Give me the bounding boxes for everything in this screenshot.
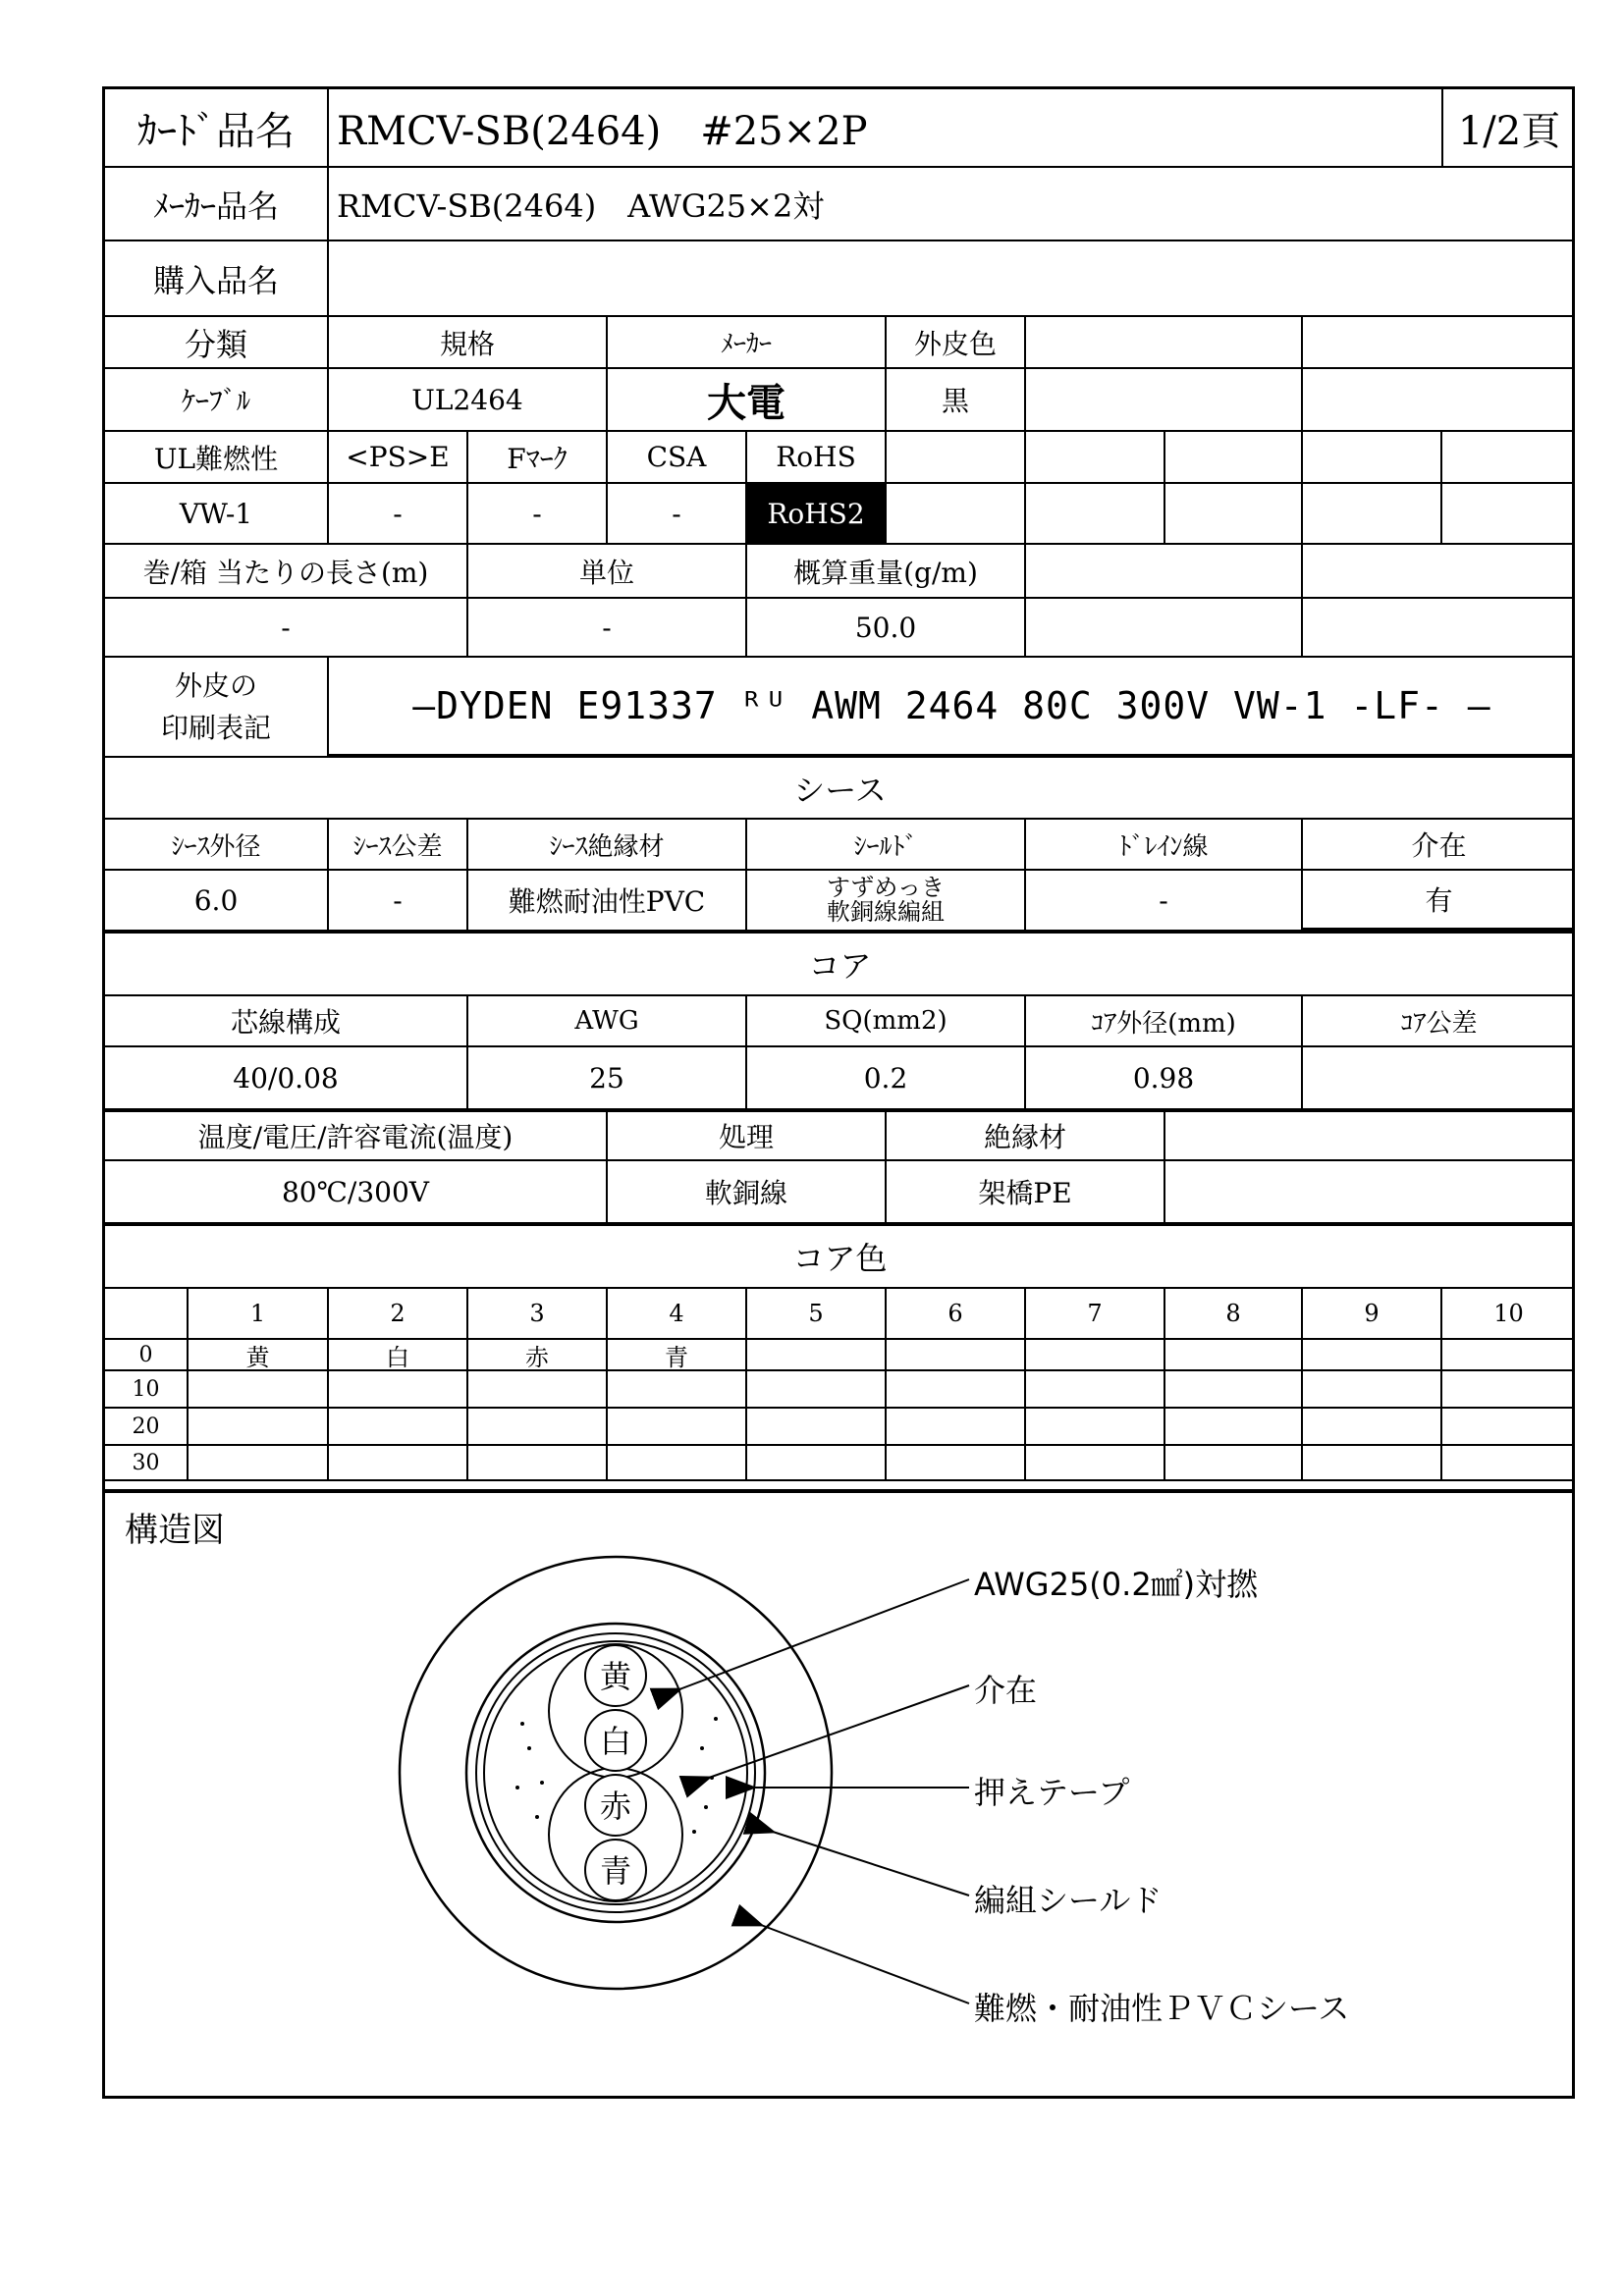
core-od-header: ｺｱ外径(mm) (1026, 996, 1303, 1047)
grid-cell (329, 1446, 468, 1481)
blank-cell (1303, 317, 1575, 369)
grid-column-header: 8 (1165, 1289, 1303, 1340)
sheath-color-value: 黒 (887, 369, 1026, 432)
callout-leader (761, 1925, 969, 2003)
grid-cell (747, 1371, 887, 1409)
ul-flame-value: VW-1 (105, 484, 329, 545)
blank-cell (1026, 432, 1165, 484)
core-color-title: コア色 (105, 1224, 1575, 1289)
classification-value: ｹｰﾌﾞﾙ (105, 369, 329, 432)
maker-value: 大電 (608, 369, 887, 432)
unit-value: - (468, 599, 747, 658)
blank-cell (1026, 545, 1303, 599)
unit-header: 単位 (468, 545, 747, 599)
rohs-header: RoHS (747, 432, 887, 484)
grid-cell (1303, 1446, 1442, 1481)
grid-cell (1303, 1371, 1442, 1409)
shield-header: ｼｰﾙﾄﾞ (747, 820, 1026, 871)
drain-wire-value: - (1026, 871, 1303, 932)
callout-binding-tape: 押えテープ (974, 1774, 1130, 1811)
pse-value: - (329, 484, 468, 545)
awg-header: AWG (468, 996, 747, 1047)
standard-value: UL2464 (329, 369, 608, 432)
grid-cell (1026, 1340, 1165, 1371)
grid-cell (468, 1409, 608, 1446)
sq-header: SQ(mm2) (747, 996, 1026, 1047)
sq-value: 0.2 (747, 1047, 1026, 1110)
grid-column-header: 4 (608, 1289, 747, 1340)
purchase-name-value (329, 241, 1575, 317)
core-label: 白 (599, 1723, 632, 1760)
sheath-outline (400, 1557, 832, 1989)
blank-cell (1442, 484, 1575, 545)
core-tolerance-value (1303, 1047, 1575, 1110)
insulation-header: 絶縁材 (887, 1110, 1165, 1161)
length-per-reel-header: 巻/箱 当たりの長さ(m) (105, 545, 468, 599)
callout-leader (679, 1579, 969, 1689)
blank-cell (1303, 599, 1575, 658)
blank-cell (1026, 369, 1303, 432)
blank-cell (1026, 484, 1165, 545)
blank-cell (1442, 432, 1575, 484)
structure-diagram (105, 1489, 1575, 2100)
grid-cell (747, 1446, 887, 1481)
page-number: 1/2頁 (1443, 89, 1575, 168)
grid-cell (1026, 1409, 1165, 1446)
purchase-name-label: 購入品名 (105, 241, 329, 317)
grid-column-header: 10 (1442, 1289, 1575, 1340)
grid-column-header: 1 (189, 1289, 329, 1340)
blank-cell (887, 432, 1026, 484)
grid-column-header: 2 (329, 1289, 468, 1340)
grid-cell (189, 1371, 329, 1409)
core-label: 赤 (599, 1788, 632, 1825)
f-mark-value: - (468, 484, 608, 545)
grid-cell (189, 1446, 329, 1481)
grid-row-label: 30 (105, 1446, 189, 1481)
printing-label-line1: 外皮の (174, 668, 257, 702)
sheath-tolerance-header: ｼｰｽ公差 (329, 820, 468, 871)
filler-header: 介在 (1303, 820, 1575, 871)
grid-column-header: 7 (1026, 1289, 1165, 1340)
printing-label-line2: 印刷表記 (160, 712, 271, 744)
core-tolerance-header: ｺｱ公差 (1303, 996, 1575, 1047)
card-name-value: RMCV-SB(2464) #25×2P (329, 89, 1443, 168)
grid-cell (887, 1446, 1026, 1481)
grid-cell: 赤 (468, 1340, 608, 1371)
grid-column-header: 5 (747, 1289, 887, 1340)
callout-pair-twist: AWG25(0.2㎟)対撚 (974, 1566, 1259, 1603)
grid-cell (1442, 1446, 1575, 1481)
awg-value: 25 (468, 1047, 747, 1110)
classification-header: 分類 (105, 317, 329, 369)
callout-pvc-sheath: 難燃・耐油性ＰＶＣシース (974, 1990, 1350, 2027)
treatment-header: 処理 (608, 1110, 887, 1161)
spec-sheet (102, 86, 1575, 2099)
grid-cell (1442, 1371, 1575, 1409)
shield-value-line2: 軟銅線編組 (827, 898, 945, 926)
sheath-insulation-value: 難燃耐油性PVC (468, 871, 747, 932)
printing-text: —DYDEN E91337 ᴿᵁ AWM 2464 80C 300V VW-1 -LF- — (329, 658, 1575, 758)
grid-cell (1165, 1371, 1303, 1409)
grid-cell: 黄 (189, 1340, 329, 1371)
grid-column-header: 9 (1303, 1289, 1442, 1340)
grid-cell (747, 1409, 887, 1446)
grid-cell (329, 1371, 468, 1409)
blank-cell (1303, 484, 1442, 545)
rohs-value: RoHS2 (747, 484, 887, 545)
blank-cell (1026, 317, 1303, 369)
grid-cell (887, 1340, 1026, 1371)
csa-value: - (608, 484, 747, 545)
callout-braid-shield: 編組シールド (974, 1882, 1163, 1919)
grid-cell (608, 1371, 747, 1409)
core-od-value: 0.98 (1026, 1047, 1303, 1110)
cable-cross-section (105, 1493, 1575, 2100)
weight-header: 概算重量(g/m) (747, 545, 1026, 599)
grid-cell (887, 1371, 1026, 1409)
maker-header: ﾒｰｶｰ (608, 317, 887, 369)
grid-cell (1442, 1340, 1575, 1371)
rating-value: 80℃/300V (105, 1161, 608, 1224)
grid-cell (1165, 1409, 1303, 1446)
shield-value (747, 871, 1026, 932)
strand-construction-value: 40/0.08 (105, 1047, 468, 1110)
printing-label (105, 658, 329, 758)
grid-row-label: 20 (105, 1409, 189, 1446)
rating-header: 温度/電圧/許容電流(温度) (105, 1110, 608, 1161)
grid-cell (468, 1446, 608, 1481)
grid-cell (1303, 1409, 1442, 1446)
pse-header: <PS>E (329, 432, 468, 484)
card-name-label: ｶｰﾄﾞ品名 (105, 89, 329, 168)
treatment-value: 軟銅線 (608, 1161, 887, 1224)
blank-cell (1026, 599, 1303, 658)
callout-leader (773, 1832, 969, 1896)
grid-cell (1165, 1446, 1303, 1481)
grid-cell (1165, 1340, 1303, 1371)
grid-cell (1026, 1446, 1165, 1481)
grid-column-header: 6 (887, 1289, 1026, 1340)
sheath-insulation-header: ｼｰｽ絶縁材 (468, 820, 747, 871)
grid-cell (608, 1409, 747, 1446)
grid-corner (105, 1289, 189, 1340)
sheath-od-value: 6.0 (105, 871, 329, 932)
grid-column-header: 3 (468, 1289, 608, 1340)
drain-wire-header: ﾄﾞﾚｲﾝ線 (1026, 820, 1303, 871)
maker-name-label: ﾒｰｶｰ品名 (105, 168, 329, 241)
grid-row-label: 10 (105, 1371, 189, 1409)
sheath-title: シース (105, 758, 1575, 820)
blank-cell (1303, 369, 1575, 432)
f-mark-header: Fﾏｰｸ (468, 432, 608, 484)
grid-row-label: 0 (105, 1340, 189, 1371)
blank-cell (1165, 1161, 1575, 1224)
grid-cell (747, 1340, 887, 1371)
strand-construction-header: 芯線構成 (105, 996, 468, 1047)
blank-cell (887, 484, 1026, 545)
weight-value: 50.0 (747, 599, 1026, 658)
blank-cell (1165, 484, 1303, 545)
standard-header: 規格 (329, 317, 608, 369)
grid-cell (608, 1446, 747, 1481)
grid-cell (468, 1371, 608, 1409)
callout-filler: 介在 (974, 1672, 1038, 1709)
grid-cell (887, 1409, 1026, 1446)
grid-cell: 白 (329, 1340, 468, 1371)
sheath-tolerance-value: - (329, 871, 468, 932)
grid-cell (1442, 1409, 1575, 1446)
blank-cell (1303, 545, 1575, 599)
sheath-color-header: 外皮色 (887, 317, 1026, 369)
filler-value: 有 (1303, 871, 1575, 932)
grid-cell: 青 (608, 1340, 747, 1371)
shield-value-line1: すずめっき (827, 873, 945, 901)
blank-cell (1303, 432, 1442, 484)
grid-cell (1303, 1340, 1442, 1371)
grid-cell (329, 1409, 468, 1446)
core-color-grid (105, 1289, 1575, 1485)
blank-cell (1165, 432, 1303, 484)
core-label: 黄 (599, 1658, 632, 1695)
grid-cell (1026, 1371, 1165, 1409)
grid-cell (189, 1409, 329, 1446)
blank-cell (1165, 1110, 1575, 1161)
diagram-title: 構造図 (125, 1511, 225, 1550)
csa-header: CSA (608, 432, 747, 484)
ul-flame-header: UL難燃性 (105, 432, 329, 484)
maker-name-value: RMCV-SB(2464) AWG25×2対 (329, 168, 1575, 241)
sheath-od-header: ｼｰｽ外径 (105, 820, 329, 871)
length-per-reel-value: - (105, 599, 468, 658)
core-label: 青 (599, 1852, 632, 1890)
core-title: コア (105, 932, 1575, 996)
insulation-value: 架橋PE (887, 1161, 1165, 1224)
